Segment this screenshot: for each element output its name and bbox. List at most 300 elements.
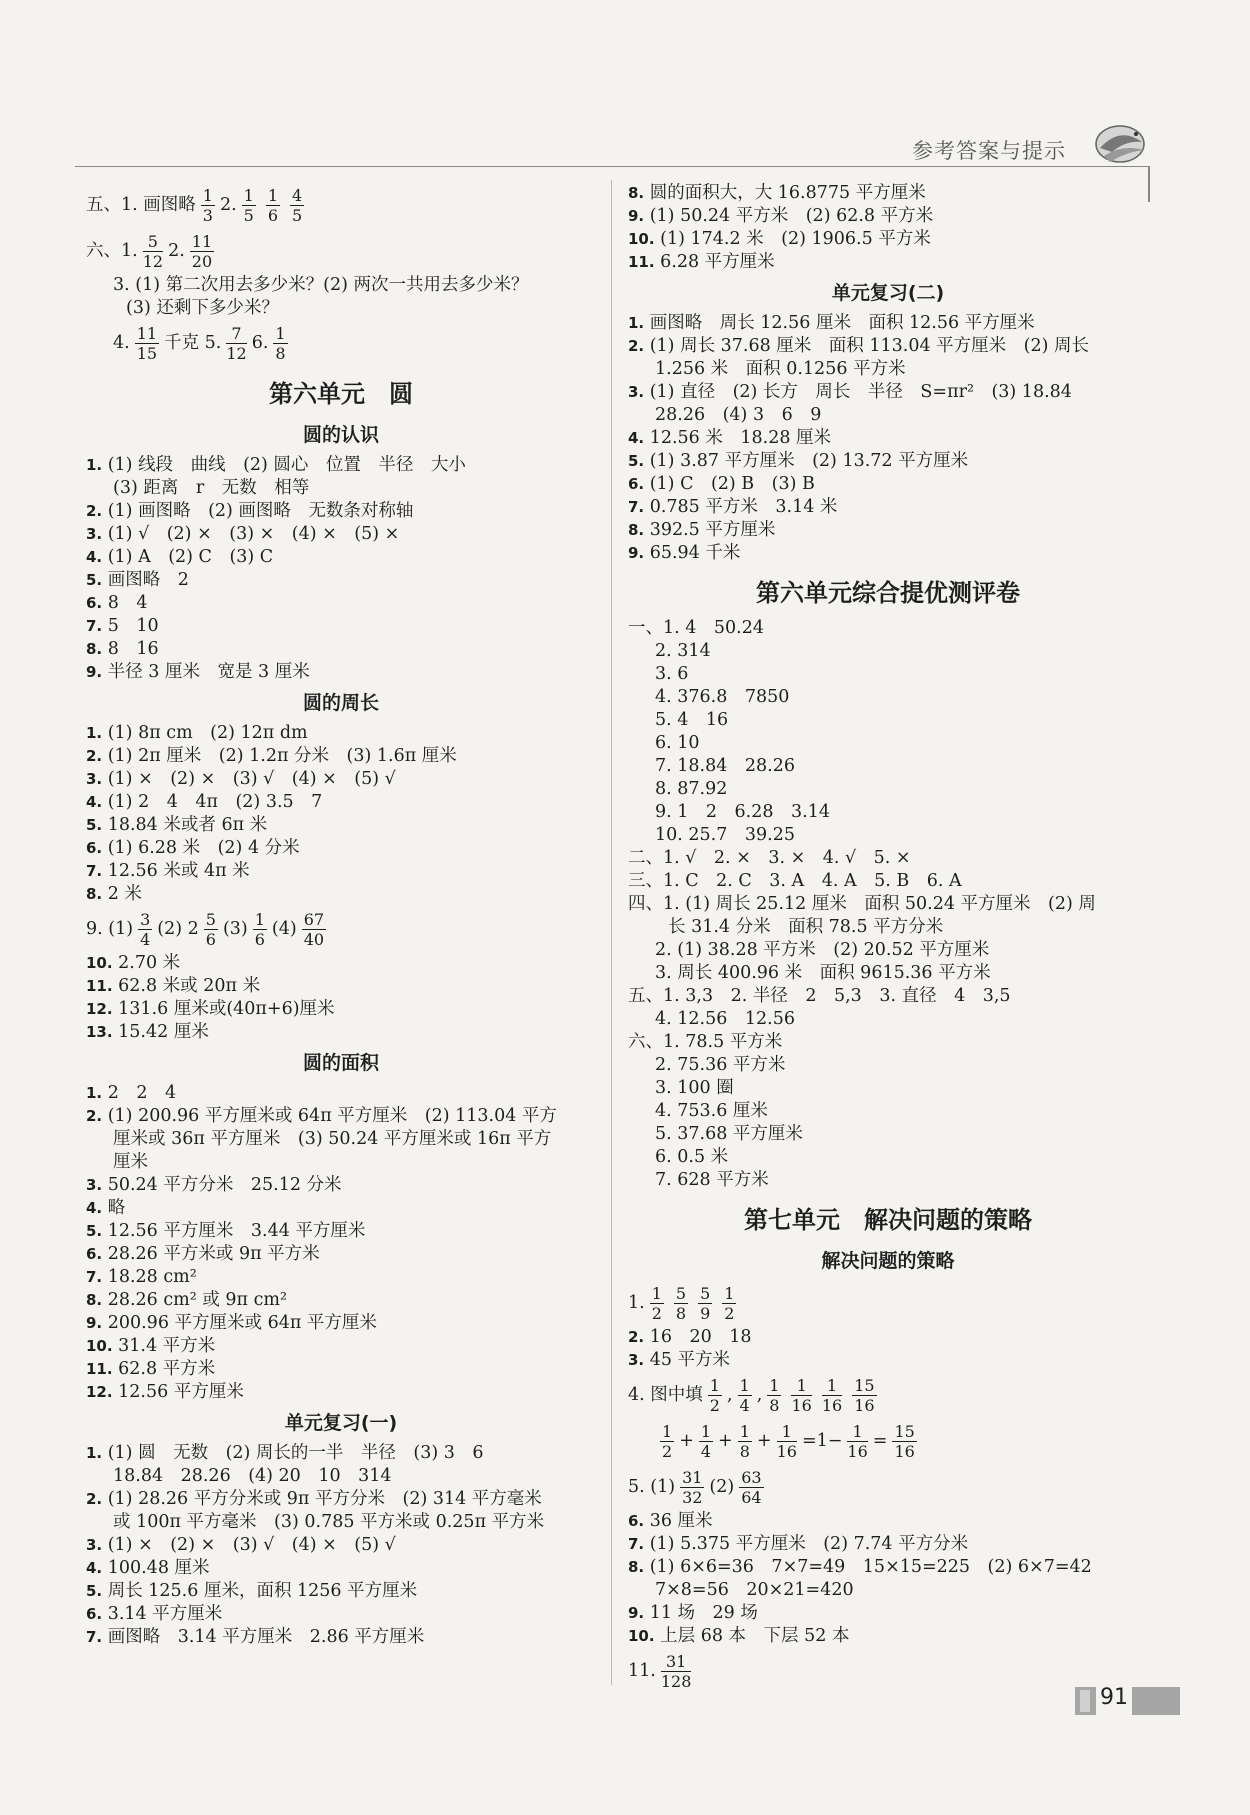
item-number: 5.: [628, 452, 645, 470]
fraction: [738, 1422, 752, 1461]
answer-line: 18.84 28.26 (4) 20 10 314: [113, 1466, 392, 1486]
answer-line: [86, 1021, 596, 1044]
item-number: 2.: [628, 337, 645, 355]
fraction-line: [628, 1464, 1148, 1510]
answer-text: 9. (1): [86, 919, 134, 939]
item-number: 9.: [628, 544, 645, 562]
answer-text: 31.4 平方米: [118, 1336, 216, 1356]
answer-text: 2 米: [107, 884, 142, 904]
answer-line: 7×8=56 20×21=420: [655, 1580, 854, 1600]
answer-line: [86, 569, 596, 592]
numerator: 15: [894, 1422, 915, 1441]
answer-text: 15.42 厘米: [118, 1022, 209, 1042]
fraction: [791, 1376, 811, 1415]
item-number: 5.: [86, 1582, 103, 1600]
answer-text: (1) 圆 无数 (2) 周长的一半 半径 (3) 3 6: [107, 1443, 484, 1463]
answer-line: 或 100π 平方毫米 (3) 0.785 平方米或 0.25π 平方米: [113, 1512, 545, 1532]
answer-line: 4. 12.56 12.56: [655, 1009, 795, 1029]
answer-line: 28.26 (4) 3 6 9: [655, 405, 822, 425]
answer-text: 圆的面积大，大 16.8775 平方厘米: [649, 183, 926, 203]
fraction: [266, 186, 280, 225]
item-number: 3.: [86, 1536, 103, 1554]
answer-line: [628, 335, 1148, 358]
fraction: [852, 1376, 876, 1415]
numerator: 1: [267, 186, 279, 205]
section-title: 圆的周长: [302, 692, 379, 714]
numerator: 1: [739, 1422, 750, 1441]
item-number: 2.: [86, 1107, 103, 1125]
answer-line: [628, 427, 1148, 450]
item-number: 4.: [628, 429, 645, 447]
fish-logo-icon: [1092, 118, 1152, 166]
answer-text: 8 4: [107, 593, 148, 613]
fraction: [253, 910, 267, 949]
item-number: 6.: [628, 1512, 645, 1530]
item-number: 11.: [628, 253, 655, 271]
item-number: 3.: [86, 1176, 103, 1194]
item-number: 5.: [86, 1222, 103, 1240]
fraction-line: [628, 1418, 1148, 1464]
fraction: [273, 324, 287, 363]
numerator: 1: [709, 1376, 720, 1395]
item-number: 5.: [86, 571, 103, 589]
numerator: 1: [202, 186, 213, 205]
answer-text: (1) 6.28 米 (2) 4 分米: [107, 838, 300, 858]
fraction: [777, 1422, 797, 1461]
answer-text: (1) √ (2) × (3) × (4) × (5) ×: [107, 524, 400, 544]
denominator: 16: [847, 1442, 868, 1461]
item-number: 3.: [86, 770, 103, 788]
answer-line: 2. (1) 38.28 平方米 (2) 20.52 平方厘米: [655, 940, 990, 960]
answer-line: [628, 450, 1148, 473]
answer-line: 一、1. 4 50.24: [628, 618, 764, 638]
answer-line: [86, 1488, 596, 1511]
page-number: 91: [1100, 1685, 1128, 1710]
item-number: 8.: [86, 640, 103, 658]
fraction: [204, 910, 218, 949]
section-title: 解决问题的策略: [821, 1250, 955, 1272]
item-number: 1.: [86, 456, 103, 474]
answer-line: 3. 6: [655, 664, 689, 684]
answer-text: ,: [726, 1385, 733, 1405]
fraction: [738, 1376, 752, 1415]
answer-text: (1) C (2) B (3) B: [649, 474, 815, 494]
item-number: 4.: [86, 793, 103, 811]
numerator: 63: [741, 1468, 762, 1487]
denominator: 6: [205, 930, 216, 949]
answer-line: [86, 1197, 596, 1220]
numerator: 67: [303, 910, 325, 929]
answer-line: 4. 376.8 7850: [655, 687, 790, 707]
answer-text: 4. 图中填: [628, 1385, 703, 1405]
answer-line: [628, 1625, 1148, 1648]
answer-text: (1) × (2) × (3) √ (4) × (5) √: [107, 1535, 396, 1555]
answer-text: 上层 68 本 下层 52 本: [660, 1626, 850, 1646]
denominator: 2: [651, 1304, 662, 1323]
item-number: 10.: [628, 230, 655, 248]
answer-text: 28.26 cm² 或 9π cm²: [107, 1290, 288, 1310]
item-number: 1.: [86, 724, 103, 742]
numerator: 1: [847, 1422, 867, 1442]
answer-line: 3. (1) 第二次用去多少米？(2) 两次一共用去多少米？: [113, 275, 529, 295]
item-number: 6.: [86, 594, 103, 612]
answer-line: [86, 592, 596, 615]
answer-line: [628, 1349, 1148, 1372]
answer-text: (1) × (2) × (3) √ (4) × (5) √: [107, 769, 396, 789]
answer-line: [628, 182, 1148, 205]
answer-text: 六、1.: [86, 241, 138, 261]
answer-text: 16 20 18: [649, 1327, 752, 1347]
answer-text: (1) 200.96 平方厘米或 64π 平方厘米 (2) 113.04 平方: [107, 1106, 557, 1126]
answer-text: (2): [709, 1477, 735, 1497]
fraction-line: [628, 1648, 1148, 1694]
answer-line: 5. 37.68 平方厘米: [655, 1124, 803, 1144]
answer-text: (1) 3.87 平方厘米 (2) 13.72 平方厘米: [649, 451, 969, 471]
fraction: [698, 1284, 712, 1323]
answer-text: 略: [107, 1198, 126, 1218]
denominator: 4: [700, 1442, 712, 1461]
denominator: 16: [791, 1396, 812, 1415]
denominator: 12: [142, 252, 164, 271]
header-rule: [75, 166, 1150, 167]
fraction-line: [628, 1280, 1148, 1326]
answer-text: 0.785 平方米 3.14 米: [649, 497, 838, 517]
numerator: 3: [140, 910, 151, 929]
answer-line: [86, 768, 596, 791]
answer-line: 四、1. (1) 周长 25.12 厘米 面积 50.24 平方厘米 (2) 周: [628, 894, 1096, 914]
answer-line: 1.256 米 面积 0.1256 平方米: [655, 359, 906, 379]
answer-text: =: [872, 1431, 888, 1451]
answer-text: 6.: [251, 333, 269, 353]
answer-line: [628, 228, 1148, 251]
section-title: 单元复习(一): [284, 1412, 398, 1434]
answer-text: 65.94 千米: [649, 543, 741, 563]
answer-line: 2. 75.36 平方米: [655, 1055, 786, 1075]
item-number: 6.: [86, 839, 103, 857]
numerator: 1: [791, 1376, 811, 1396]
item-number: 7.: [86, 862, 103, 880]
denominator: 32: [682, 1488, 703, 1507]
item-number: 7.: [86, 617, 103, 635]
item-number: 8.: [86, 885, 103, 903]
fraction: [661, 1652, 692, 1691]
answer-text: (1) 28.26 平方分米或 9π 平方分米 (2) 314 平方毫米: [107, 1489, 542, 1509]
answer-line: 五、1. 3,3 2. 半径 2 5,3 3. 直径 4 3,5: [628, 986, 1011, 1006]
numerator: 1: [822, 1376, 842, 1396]
denominator: 2: [724, 1304, 735, 1323]
numerator: 1: [724, 1284, 735, 1303]
item-number: 11.: [86, 1360, 113, 1378]
fraction-line: [628, 1372, 1148, 1418]
answer-text: 半径 3 厘米 宽是 3 厘米: [107, 662, 310, 682]
unit-title: 第七单元 解决问题的策略: [744, 1205, 1032, 1234]
answer-text: 100.48 厘米: [107, 1558, 210, 1578]
answer-line: 六、1. 78.5 平方米: [628, 1032, 783, 1052]
answer-line: [628, 205, 1148, 228]
denominator: 16: [776, 1442, 797, 1461]
answer-line: [86, 523, 596, 546]
header-tick: [1148, 166, 1150, 202]
item-number: 6.: [86, 1605, 103, 1623]
answer-line: [86, 1442, 596, 1465]
answer-text: (3): [222, 919, 248, 939]
answer-text: (1) 2π 厘米 (2) 1.2π 分米 (3) 1.6π 厘米: [107, 746, 457, 766]
item-number: 10.: [86, 1337, 113, 1355]
answer-text: 五、1. 画图略: [86, 195, 196, 215]
answer-text: (1) 6×6=36 7×7=49 15×15=225 (2) 6×7=42: [649, 1557, 1092, 1577]
answer-text: =1−: [801, 1431, 843, 1451]
denominator: 128: [660, 1672, 692, 1691]
item-number: 4.: [86, 1199, 103, 1217]
answer-line: 5. 4 16: [655, 710, 729, 730]
item-number: 8.: [628, 184, 645, 202]
denominator: 8: [769, 1396, 780, 1415]
answer-line: [86, 1557, 596, 1580]
numerator: 31: [682, 1468, 703, 1487]
item-number: 6.: [86, 1245, 103, 1263]
answer-text: 62.8 米或 20π 米: [118, 976, 261, 996]
fraction: [660, 1422, 674, 1461]
answer-line: [86, 661, 596, 684]
item-number: 7.: [86, 1268, 103, 1286]
numerator: 1: [739, 1376, 750, 1395]
answer-line: [628, 542, 1148, 565]
numerator: 11: [136, 324, 158, 343]
answer-line: [86, 1082, 596, 1105]
numerator: 11: [191, 232, 213, 251]
item-number: 9.: [628, 207, 645, 225]
numerator: 1: [254, 910, 265, 929]
answer-text: 200.96 平方厘米或 64π 平方厘米: [107, 1313, 377, 1333]
answer-line: [86, 1626, 596, 1649]
denominator: 20: [191, 252, 213, 271]
answer-text: 18.28 cm²: [107, 1267, 197, 1287]
answer-line: [628, 312, 1148, 335]
answer-line: 2. 314: [655, 641, 711, 661]
fraction: [699, 1422, 713, 1461]
numerator: 1: [777, 1422, 797, 1442]
answer-line: [86, 1266, 596, 1289]
answer-line: [86, 745, 596, 768]
item-number: 3.: [628, 1351, 645, 1369]
fraction: [143, 232, 163, 271]
denominator: 5: [292, 206, 303, 225]
answer-text: 12.56 米 18.28 厘米: [649, 428, 832, 448]
answer-line: 10. 25.7 39.25: [655, 825, 795, 845]
answer-line: [86, 1580, 596, 1603]
answer-text: 28.26 平方米或 9π 平方米: [107, 1244, 320, 1264]
denominator: 6: [267, 206, 279, 225]
fraction: [290, 186, 304, 225]
answer-line: [86, 1358, 596, 1381]
denominator: 16: [894, 1442, 915, 1461]
answer-text: 45 平方米: [649, 1350, 731, 1370]
numerator: 1: [769, 1376, 780, 1395]
answer-line: [86, 791, 596, 814]
item-number: 4.: [86, 548, 103, 566]
answer-text: (1) 画图略 (2) 画图略 无数条对称轴: [107, 501, 414, 521]
answer-line: 8. 87.92: [655, 779, 728, 799]
answer-line: [86, 638, 596, 661]
unit-title: 第六单元 圆: [269, 379, 413, 408]
page-number-stripe: [1080, 1690, 1090, 1712]
item-number: 12.: [86, 1000, 113, 1018]
denominator: 2: [709, 1396, 720, 1415]
answer-line: [86, 454, 596, 477]
answer-text: 5 10: [107, 616, 159, 636]
answer-line: [628, 381, 1148, 404]
column-divider: [611, 180, 612, 1685]
answer-line: [628, 251, 1148, 274]
denominator: 4: [739, 1396, 750, 1415]
fraction: [190, 232, 214, 271]
item-number: 9.: [86, 663, 103, 681]
answer-text: 4.: [113, 333, 130, 353]
answer-line: [86, 837, 596, 860]
answer-line: [86, 1289, 596, 1312]
answer-text: 2 2 4: [107, 1083, 177, 1103]
answer-line: [86, 1534, 596, 1557]
answer-text: 12.56 米或 4π 米: [107, 861, 250, 881]
answer-text: 12.56 平方厘米: [118, 1382, 244, 1402]
answer-text: (2) 2: [157, 919, 199, 939]
item-number: 13.: [86, 1023, 113, 1041]
answer-text: 3.14 平方厘米: [107, 1604, 223, 1624]
item-number: 5.: [86, 816, 103, 834]
fraction: [767, 1376, 781, 1415]
item-number: 6.: [628, 475, 645, 493]
denominator: 3: [202, 206, 213, 225]
answer-text: (1) 直径 (2) 长方 周长 半径 S=πr² (3) 18.84: [649, 382, 1072, 402]
fraction: [674, 1284, 688, 1323]
answer-line: [628, 1326, 1148, 1349]
fraction: [226, 324, 246, 363]
answer-line: [86, 952, 596, 975]
item-number: 11.: [86, 977, 113, 995]
answer-line: [86, 1312, 596, 1335]
fraction: [847, 1422, 867, 1461]
fraction-line: [86, 320, 596, 366]
fraction: [892, 1422, 916, 1461]
header-title: 参考答案与提示: [912, 139, 1066, 163]
answer-line: [86, 975, 596, 998]
item-number: 4.: [86, 1559, 103, 1577]
item-number: 3.: [86, 525, 103, 543]
answer-line: [86, 1335, 596, 1358]
answer-line: [628, 473, 1148, 496]
answer-text: (1) 周长 37.68 厘米 面积 113.04 平方厘米 (2) 周长: [649, 336, 1090, 356]
answer-text: 131.6 厘米或(40π+6)厘米: [118, 999, 335, 1019]
fraction: [242, 186, 256, 225]
numerator: 5: [700, 1284, 711, 1303]
answer-text: 画图略 3.14 平方厘米 2.86 平方厘米: [107, 1627, 425, 1647]
item-number: 1.: [86, 1444, 103, 1462]
item-number: 1.: [628, 314, 645, 332]
item-number: 8.: [86, 1291, 103, 1309]
answer-line: [86, 1105, 596, 1128]
fraction: [680, 1468, 704, 1507]
denominator: 8: [675, 1304, 687, 1323]
numerator: 1: [651, 1284, 662, 1303]
item-number: 2.: [86, 747, 103, 765]
answer-text: 2.: [219, 195, 237, 215]
denominator: 64: [741, 1488, 762, 1507]
answer-line: [86, 814, 596, 837]
numerator: 4: [292, 186, 303, 205]
item-number: 9.: [628, 1604, 645, 1622]
answer-text: (1) 5.375 平方厘米 (2) 7.74 平方分米: [649, 1534, 969, 1554]
answer-line: 长 31.4 分米 面积 78.5 平方分米: [668, 917, 944, 937]
answer-text: (1) 8π cm (2) 12π dm: [107, 723, 308, 743]
numerator: 7: [226, 324, 246, 344]
section-title: 单元复习(二): [831, 282, 945, 304]
answer-line: [86, 998, 596, 1021]
answer-line: [628, 496, 1148, 519]
answer-text: (1) 线段 曲线 (2) 圆心 位置 半径 大小: [107, 455, 466, 475]
numerator: 15: [854, 1376, 875, 1395]
numerator: 1: [700, 1422, 712, 1441]
answer-line: [628, 1602, 1148, 1625]
answer-text: 6.28 平方厘米: [660, 252, 775, 272]
answer-text: 8 16: [107, 639, 159, 659]
answer-text: 11.: [628, 1661, 656, 1681]
denominator: 9: [700, 1304, 711, 1323]
answer-line: 3. 周长 400.96 米 面积 9615.36 平方米: [655, 963, 991, 983]
numerator: 5: [143, 232, 163, 252]
fraction: [201, 186, 215, 225]
fraction: [739, 1468, 763, 1507]
answer-text: 11 场 29 场: [649, 1603, 758, 1623]
denominator: 16: [821, 1396, 843, 1415]
answer-text: 5. (1): [628, 1477, 676, 1497]
numerator: 31: [661, 1652, 692, 1672]
answer-line: 9. 1 2 6.28 3.14: [655, 802, 830, 822]
item-number: 7.: [628, 498, 645, 516]
denominator: 40: [303, 930, 325, 949]
answer-text: 62.8 平方米: [118, 1359, 216, 1379]
denominator: 12: [226, 344, 247, 363]
answer-text: (1) A (2) C (3) C: [107, 547, 274, 567]
fraction: [135, 324, 159, 363]
answer-line: [86, 1243, 596, 1266]
answer-line: [628, 1510, 1148, 1533]
answer-line: [628, 1533, 1148, 1556]
denominator: 2: [662, 1442, 673, 1461]
fraction: [302, 910, 326, 949]
item-number: 7.: [628, 1535, 645, 1553]
answer-text: 392.5 平方厘米: [649, 520, 776, 540]
answer-text: 画图略 2: [107, 570, 189, 590]
answer-text: 2.70 米: [118, 953, 181, 973]
answer-line: [628, 519, 1148, 542]
answer-line: 3. 100 圈: [655, 1078, 734, 1098]
item-number: 8.: [628, 1558, 645, 1576]
numerator: 1: [662, 1422, 673, 1441]
answer-text: 周长 125.6 厘米，面积 1256 平方厘米: [107, 1581, 418, 1601]
fraction: [708, 1376, 722, 1415]
answer-line: [86, 883, 596, 906]
answer-text: +: [679, 1431, 694, 1451]
answer-line: [86, 546, 596, 569]
item-number: 2.: [86, 1490, 103, 1508]
numerator: 1: [243, 186, 254, 205]
answer-line: [86, 1174, 596, 1197]
item-number: 3.: [628, 383, 645, 401]
item-number: 10.: [86, 954, 113, 972]
answer-line: 6. 0.5 米: [655, 1147, 729, 1167]
numerator: 5: [675, 1284, 687, 1303]
right-column: [628, 182, 1148, 1694]
